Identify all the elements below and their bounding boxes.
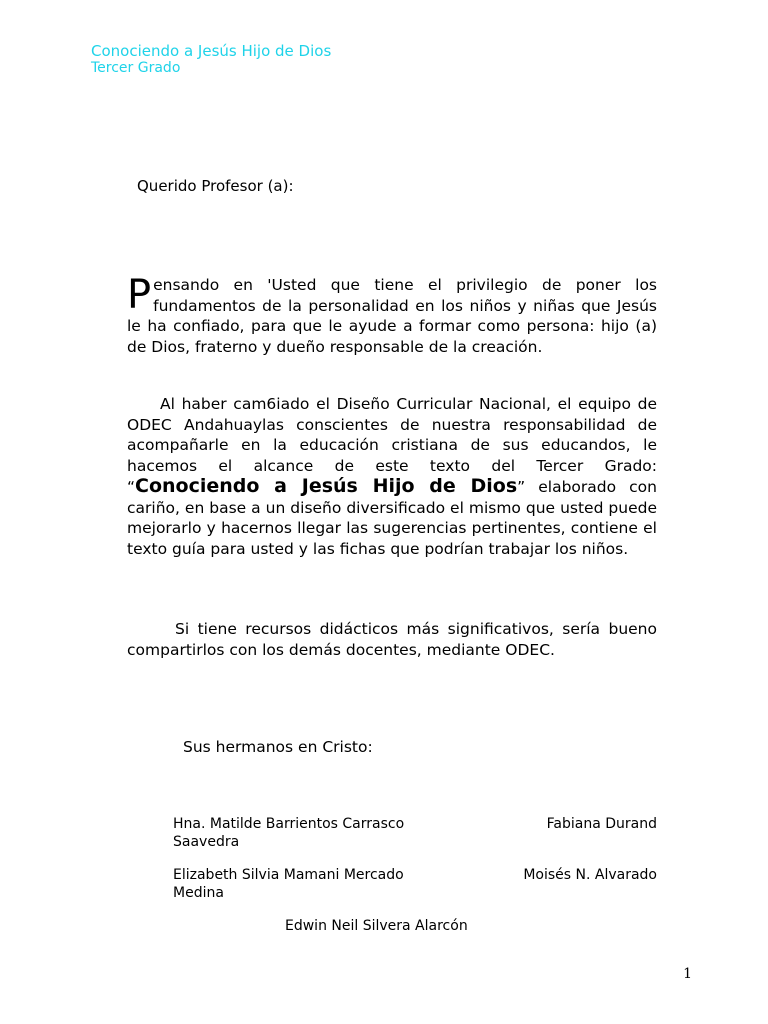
signature-2-continuation: Medina [173,885,224,901]
salutation: Querido Profesor (a): [137,177,294,195]
paragraph-2-text-after: ” elaborado con cariño, en base a un diseño diversificado el mismo que usted puede mejorarlo y hacernos llegar las sugerencias pertinentes, contiene el texto guía para usted y las fichas que podrían trabajar los niños. [127,478,657,558]
drop-cap: P [127,272,152,318]
signature-1-continuation: Saavedra [173,834,240,850]
signature-2-name-right: Moisés N. Alvarado [523,867,657,883]
signature-3-name: Edwin Neil Silvera Alarcón [285,918,468,934]
signature-2-name: Elizabeth Silvia Mamani Mercado [173,867,404,883]
book-title-inline: Conociendo a Jesús Hijo de Dios [135,475,518,497]
document-header-subtitle: Tercer Grado [91,60,181,76]
document-header-title: Conociendo a Jesús Hijo de Dios [91,42,332,60]
paragraph-2-text-before: Al haber cam6iado el Diseño Curricular Nacional, el equipo de ODEC Andahuaylas conscientes de nuestra responsabilidad de acompañarle en la educación cristiana de sus educandos, le hacemos el alcance de este texto del Tercer Grado: “ [127,395,657,496]
paragraph-3 [127,619,657,660]
paragraph-3-text: Si tiene recursos didácticos más significativos, sería bueno compartirlos con los demás docentes, mediante ODEC. [127,620,657,659]
paragraph-1-text: ensando en 'Usted que tiene el privilegio de poner los fundamentos de la personalidad en los niños y niñas que Jesús le ha confiado, para que le ayude a formar como persona: hijo (a) de Dios, fraterno y dueño responsable de la creación. [127,276,657,356]
page-number: 1 [683,966,692,982]
closing: Sus hermanos en Cristo: [183,738,373,756]
signature-1-name-right: Fabiana Durand [546,816,657,832]
paragraph-1 [127,272,657,357]
paragraph-2 [127,394,657,559]
signature-1-name: Hna. Matilde Barrientos Carrasco [173,816,405,832]
